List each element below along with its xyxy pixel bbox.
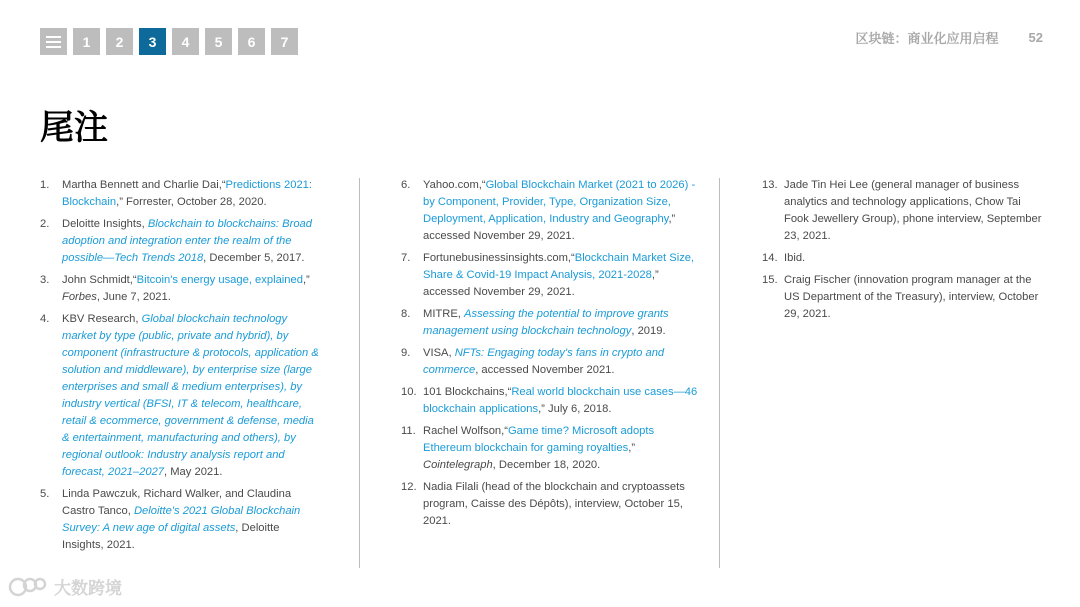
endnote-number: 3.: [40, 274, 50, 286]
menu-icon: [46, 36, 61, 48]
endnote-segment: VISA,: [423, 347, 455, 359]
endnote-number: 9.: [401, 347, 411, 359]
endnote-segment: ,” Forrester, October 28, 2020.: [116, 196, 267, 208]
endnote-item: [40, 177, 320, 211]
endnote-segment: Craig Fischer (innovation program manager at the US Department of the Treasury), interview, October 29, 2021.: [784, 274, 1039, 320]
endnote-segment: , December 18, 2020.: [492, 459, 601, 471]
column-divider: [719, 178, 720, 568]
page-title: 尾注: [40, 109, 108, 147]
endnote-item: [401, 384, 701, 418]
endnote-item: [401, 250, 701, 301]
endnote-segment: MITRE,: [423, 308, 465, 320]
endnote-item: [40, 272, 320, 306]
endnote-link[interactable]: Blockchain to blockchains: Broad adoption and integration enter the realm of the possible—Tech Trends 2018: [62, 218, 313, 264]
endnote-link[interactable]: NFTs: Engaging today's fans in crypto and commerce: [423, 347, 665, 376]
endnote-segment: , June 7, 2021.: [96, 291, 171, 303]
endnote-link[interactable]: Global blockchain technology market by type (public, private and hybrid), by component (infrastructure & protocols, application & solution and middleware), by enterprise size (large enterprises and small & medium enterprises), by industry vertical (BFSI, IT & telecom, healthcare, retail & ecommerce, government & defense, media & entertainment, manufacturing and others), by regional outlook: Industry analysis report and forecast, 2021–2027: [62, 313, 319, 478]
endnote-number: 15.: [762, 274, 778, 286]
endnote-link[interactable]: Global Blockchain Market (2021 to 2026) - by Component, Provider, Type, Organization Size, Deployment, Application, Industry and Geography: [423, 179, 696, 225]
header-right: [856, 28, 1043, 47]
endnote-item: [40, 216, 320, 267]
endnote-number: 10.: [401, 386, 417, 398]
endnote-segment: , accessed November 2021.: [475, 364, 615, 376]
watermark-logo-icon: [8, 576, 48, 598]
column-divider: [359, 178, 360, 568]
endnote-segment: Ibid.: [784, 252, 806, 264]
endnote-text: [423, 177, 701, 245]
endnote-item: [401, 423, 701, 474]
endnote-number: 1.: [40, 179, 50, 191]
endnote-source-title: Cointelegraph: [423, 459, 493, 471]
endnote-item: [401, 345, 701, 379]
page-number: 52: [1028, 30, 1043, 45]
endnote-link[interactable]: Assessing the potential to improve grants management using blockchain technology: [423, 308, 669, 337]
endnote-segment: ,” accessed November 29, 2021.: [423, 213, 676, 242]
endnote-segment: 101 Blockchains,“: [423, 386, 512, 398]
endnote-text: [423, 384, 701, 418]
nav-page-6-button[interactable]: 6: [238, 28, 265, 55]
endnote-source-title: Forbes: [62, 291, 97, 303]
endnote-number: 5.: [40, 488, 50, 500]
endnote-segment: , Deloitte Insights, 2021.: [62, 522, 280, 551]
endnote-text: [784, 177, 1044, 245]
endnote-text: [423, 423, 701, 474]
nav-page-7-button[interactable]: 7: [271, 28, 298, 55]
endnote-number: 6.: [401, 179, 411, 191]
endnotes-column-3: [762, 177, 1044, 328]
endnote-segment: John Schmidt,“: [62, 274, 137, 286]
endnote-text: [62, 216, 320, 267]
slide-navigation: [40, 28, 298, 55]
endnote-link[interactable]: Bitcoin's energy usage, explained: [136, 274, 303, 286]
endnote-text: [62, 272, 320, 306]
endnote-segment: Deloitte Insights,: [62, 218, 148, 230]
endnote-segment: Rachel Wolfson,“: [423, 425, 508, 437]
endnote-number: 4.: [40, 313, 50, 325]
endnote-text: [784, 250, 1044, 267]
endnote-text: [423, 250, 701, 301]
endnote-segment: ,” July 6, 2018.: [538, 403, 612, 415]
nav-page-5-button[interactable]: 5: [205, 28, 232, 55]
endnote-item: [762, 272, 1044, 323]
watermark: [8, 574, 122, 599]
endnote-text: [423, 345, 701, 379]
menu-button[interactable]: [40, 28, 67, 55]
endnote-link[interactable]: Predictions 2021: Blockchain: [62, 179, 312, 208]
endnote-text: [423, 479, 701, 530]
endnote-segment: ,”: [628, 442, 636, 454]
endnote-text: [784, 272, 1044, 323]
endnote-segment: , December 5, 2017.: [203, 252, 305, 264]
endnote-segment: KBV Research,: [62, 313, 142, 325]
endnote-text: [423, 306, 701, 340]
nav-page-1-button[interactable]: 1: [73, 28, 100, 55]
endnote-segment: Martha Bennett and Charlie Dai,“: [62, 179, 226, 191]
endnote-segment: Nadia Filali (head of the blockchain and cryptoassets program, Caisse des Dépôts), interview, October 15, 2021.: [423, 481, 685, 527]
endnote-segment: , 2019.: [631, 325, 666, 337]
endnote-link[interactable]: Deloitte's 2021 Global Blockchain Survey: A new age of digital assets: [62, 505, 301, 534]
endnote-number: 12.: [401, 481, 417, 493]
endnote-number: 8.: [401, 308, 411, 320]
endnote-item: [401, 479, 701, 530]
endnote-link[interactable]: Blockchain Market Size, Share & Covid-19 Impact Analysis, 2021-2028: [423, 252, 695, 281]
nav-page-3-button[interactable]: 3: [139, 28, 166, 55]
endnote-segment: Yahoo.com,“: [423, 179, 486, 191]
endnote-segment: ,” accessed November 29, 2021.: [423, 269, 659, 298]
endnotes-column-1: [40, 177, 320, 559]
endnote-segment: Fortunebusinessinsights.com,“: [423, 252, 575, 264]
endnote-text: [62, 177, 320, 211]
endnote-item: [762, 177, 1044, 245]
endnote-link[interactable]: Game time? Microsoft adopts Ethereum blockchain for gaming royalties: [423, 425, 655, 454]
nav-page-2-button[interactable]: 2: [106, 28, 133, 55]
endnote-number: 7.: [401, 252, 411, 264]
endnote-segment: Jade Tin Hei Lee (general manager of business analytics and technology applications, Chow Tai Fook Jewellery Group), phone interview, September 23, 2021.: [784, 179, 1042, 242]
endnote-segment: ,”: [302, 274, 310, 286]
endnote-item: [40, 486, 320, 554]
endnotes-column-2: [401, 177, 701, 535]
endnote-segment: Linda Pawczuk, Richard Walker, and Claudina Castro Tanco,: [62, 488, 292, 517]
endnote-number: 13.: [762, 179, 778, 191]
endnote-item: [401, 177, 701, 245]
endnote-text: [62, 311, 320, 481]
endnote-number: 11.: [401, 425, 416, 437]
nav-page-4-button[interactable]: 4: [172, 28, 199, 55]
endnote-item: [40, 311, 320, 481]
endnote-text: [62, 486, 320, 554]
report-title: 区块链：商业化应用启程: [855, 31, 999, 46]
endnote-item: [762, 250, 1044, 267]
endnote-segment: , May 2021.: [164, 466, 223, 478]
endnote-number: 14.: [762, 252, 778, 264]
watermark-text: 大数跨境: [54, 579, 122, 598]
endnote-item: [401, 306, 701, 340]
endnote-link[interactable]: Real world blockchain use cases—46 blockchain applications: [423, 386, 698, 415]
endnote-number: 2.: [40, 218, 50, 230]
